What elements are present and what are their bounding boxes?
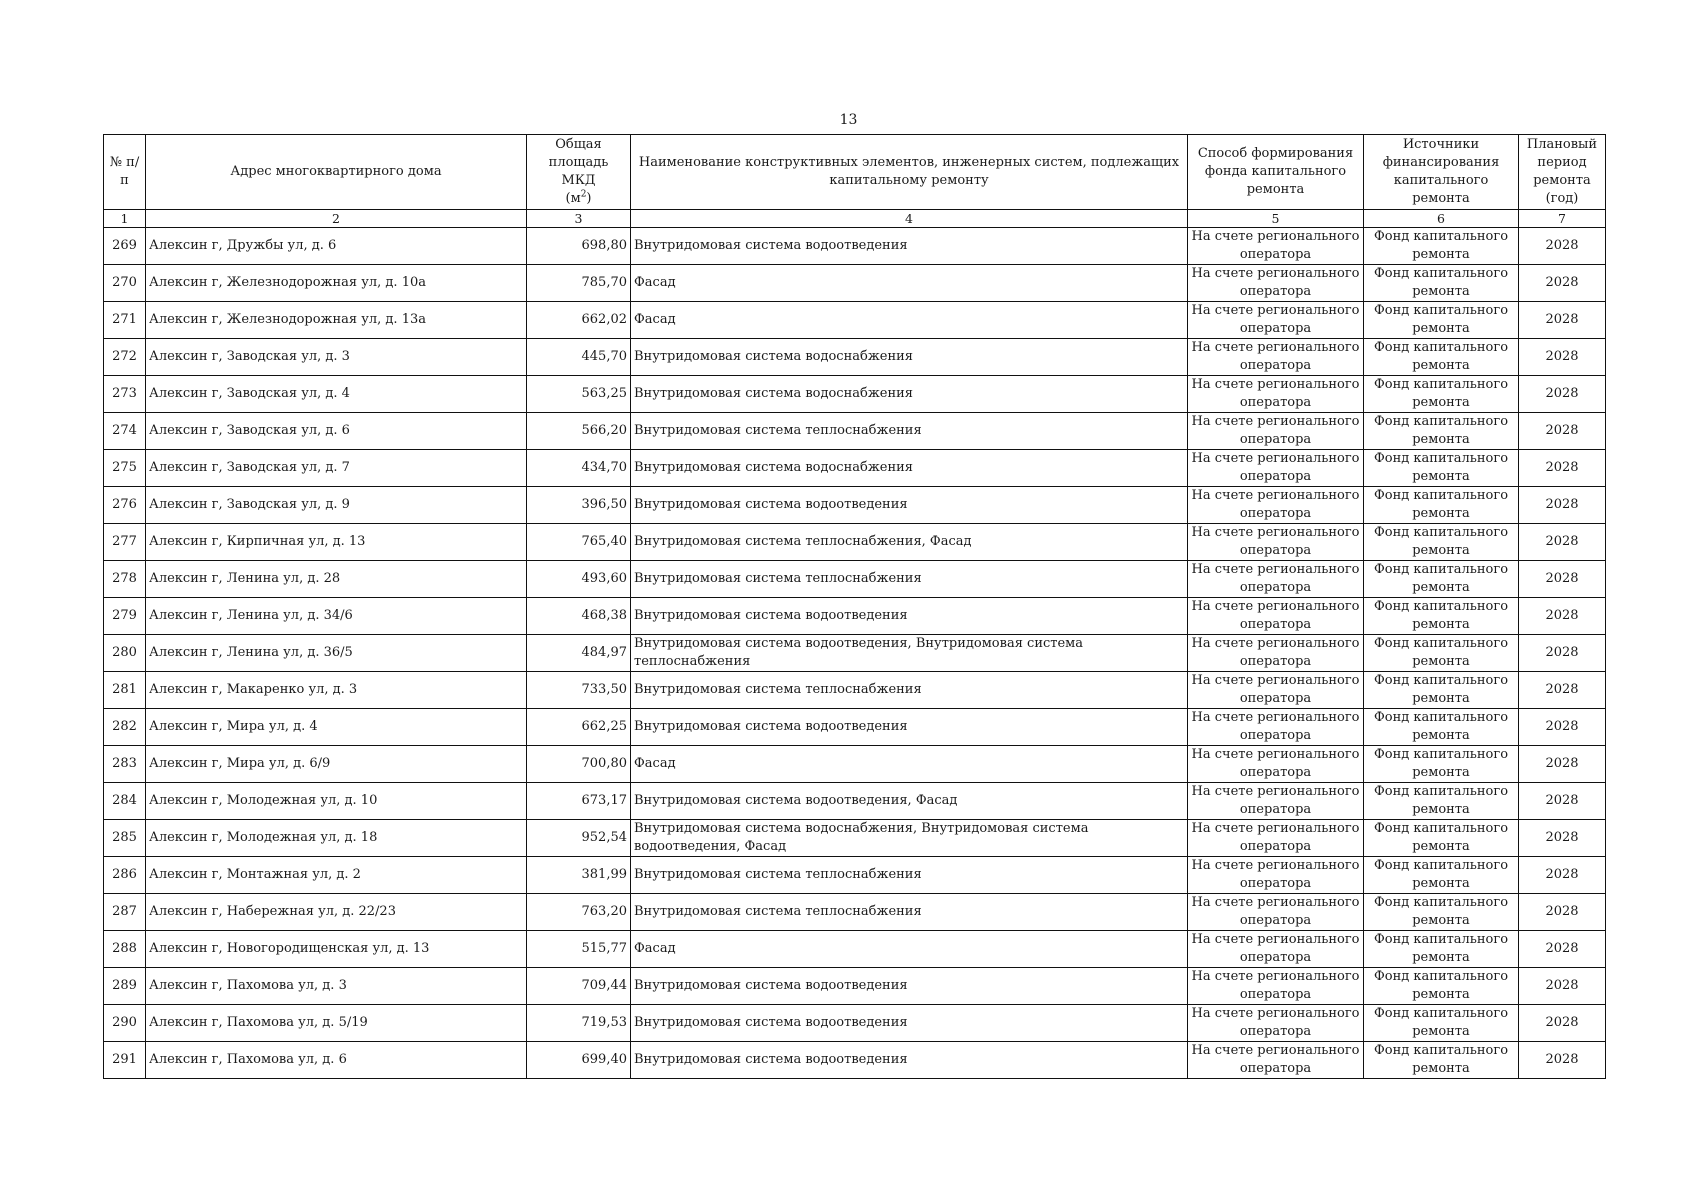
header-area-label: Общая площадь МКД [548, 137, 609, 188]
row-number: 269 [104, 228, 146, 265]
repair-year-cell: 2028 [1519, 228, 1606, 265]
table-row [104, 450, 1606, 487]
table-row [104, 302, 1606, 339]
funding-method-cell: На счете регионального оператора [1188, 598, 1364, 635]
elements-cell: Внутридомовая система водоснабжения, Внутридомовая система водоотведения, Фасад [631, 820, 1188, 857]
funding-method-cell: На счете регионального оператора [1188, 450, 1364, 487]
funding-method-cell: На счете регионального оператора [1188, 487, 1364, 524]
row-number: 289 [104, 968, 146, 1005]
table-row [104, 709, 1606, 746]
address-cell: Алексин г, Заводская ул, д. 6 [146, 413, 527, 450]
header-elements: Наименование конструктивных элементов, инженерных систем, подлежащих капитальному ремонту [631, 135, 1188, 210]
address-cell: Алексин г, Набережная ул, д. 22/23 [146, 894, 527, 931]
area-cell: 719,53 [527, 1005, 631, 1042]
repair-year-cell: 2028 [1519, 635, 1606, 672]
funding-source-cell: Фонд капитального ремонта [1364, 1042, 1519, 1079]
funding-method-cell: На счете регионального оператора [1188, 265, 1364, 302]
row-number: 275 [104, 450, 146, 487]
row-number: 279 [104, 598, 146, 635]
row-number: 282 [104, 709, 146, 746]
funding-method-cell: На счете регионального оператора [1188, 783, 1364, 820]
repair-year-cell: 2028 [1519, 524, 1606, 561]
repair-year-cell: 2028 [1519, 820, 1606, 857]
elements-cell: Внутридомовая система водоснабжения [631, 450, 1188, 487]
elements-cell: Внутридомовая система теплоснабжения [631, 894, 1188, 931]
funding-method-cell: На счете регионального оператора [1188, 968, 1364, 1005]
column-number: 1 [104, 210, 146, 228]
funding-method-cell: На счете регионального оператора [1188, 635, 1364, 672]
elements-cell: Внутридомовая система водоотведения [631, 1042, 1188, 1079]
repair-year-cell: 2028 [1519, 931, 1606, 968]
row-number: 283 [104, 746, 146, 783]
column-number-row [104, 210, 1606, 228]
address-cell: Алексин г, Заводская ул, д. 4 [146, 376, 527, 413]
repair-year-cell: 2028 [1519, 376, 1606, 413]
elements-cell: Внутридомовая система водоотведения [631, 228, 1188, 265]
column-number: 2 [146, 210, 527, 228]
table-row [104, 228, 1606, 265]
address-cell: Алексин г, Дружбы ул, д. 6 [146, 228, 527, 265]
repair-year-cell: 2028 [1519, 265, 1606, 302]
header-method: Способ формирования фонда капитального ремонта [1188, 135, 1364, 210]
address-cell: Алексин г, Молодежная ул, д. 18 [146, 820, 527, 857]
funding-method-cell: На счете регионального оператора [1188, 524, 1364, 561]
column-number: 5 [1188, 210, 1364, 228]
table-row [104, 524, 1606, 561]
table-row [104, 339, 1606, 376]
address-cell: Алексин г, Молодежная ул, д. 10 [146, 783, 527, 820]
funding-method-cell: На счете регионального оператора [1188, 894, 1364, 931]
repair-year-cell: 2028 [1519, 302, 1606, 339]
elements-cell: Внутридомовая система теплоснабжения, Фасад [631, 524, 1188, 561]
table-row [104, 561, 1606, 598]
funding-source-cell: Фонд капитального ремонта [1364, 413, 1519, 450]
funding-source-cell: Фонд капитального ремонта [1364, 857, 1519, 894]
row-number: 278 [104, 561, 146, 598]
header-area-unit: $(м^2)$ [565, 189, 592, 206]
page-number: 13 [839, 112, 858, 128]
column-number: 4 [631, 210, 1188, 228]
row-number: 276 [104, 487, 146, 524]
funding-source-cell: Фонд капитального ремонта [1364, 746, 1519, 783]
funding-method-cell: На счете регионального оператора [1188, 413, 1364, 450]
row-number: 271 [104, 302, 146, 339]
funding-source-cell: Фонд капитального ремонта [1364, 524, 1519, 561]
elements-cell: Фасад [631, 265, 1188, 302]
elements-cell: Внутридомовая система теплоснабжения [631, 561, 1188, 598]
column-number: 7 [1519, 210, 1606, 228]
address-cell: Алексин г, Заводская ул, д. 7 [146, 450, 527, 487]
area-cell: 733,50 [527, 672, 631, 709]
address-cell: Алексин г, Железнодорожная ул, д. 10а [146, 265, 527, 302]
table-row [104, 894, 1606, 931]
table-row [104, 635, 1606, 672]
row-number: 291 [104, 1042, 146, 1079]
repair-year-cell: 2028 [1519, 968, 1606, 1005]
address-cell: Алексин г, Пахомова ул, д. 5/19 [146, 1005, 527, 1042]
row-number: 277 [104, 524, 146, 561]
table-row [104, 968, 1606, 1005]
repair-year-cell: 2028 [1519, 1005, 1606, 1042]
repair-plan-table [103, 134, 1606, 1079]
row-number: 287 [104, 894, 146, 931]
row-number: 274 [104, 413, 146, 450]
elements-cell: Внутридомовая система теплоснабжения [631, 413, 1188, 450]
area-cell: 396,50 [527, 487, 631, 524]
header-area [527, 135, 631, 210]
elements-cell: Внутридомовая система водоотведения [631, 968, 1188, 1005]
area-cell: 566,20 [527, 413, 631, 450]
repair-year-cell: 2028 [1519, 598, 1606, 635]
address-cell: Алексин г, Монтажная ул, д. 2 [146, 857, 527, 894]
area-cell: 709,44 [527, 968, 631, 1005]
area-cell: 493,60 [527, 561, 631, 598]
area-cell: 563,25 [527, 376, 631, 413]
row-number: 288 [104, 931, 146, 968]
row-number: 281 [104, 672, 146, 709]
table-row [104, 931, 1606, 968]
funding-source-cell: Фонд капитального ремонта [1364, 820, 1519, 857]
table-row [104, 487, 1606, 524]
funding-source-cell: Фонд капитального ремонта [1364, 894, 1519, 931]
address-cell: Алексин г, Ленина ул, д. 28 [146, 561, 527, 598]
column-number: 3 [527, 210, 631, 228]
funding-source-cell: Фонд капитального ремонта [1364, 561, 1519, 598]
elements-cell: Внутридомовая система водоотведения, Фасад [631, 783, 1188, 820]
elements-cell: Фасад [631, 302, 1188, 339]
table-row [104, 413, 1606, 450]
funding-method-cell: На счете регионального оператора [1188, 746, 1364, 783]
elements-cell: Внутридомовая система теплоснабжения [631, 672, 1188, 709]
area-cell: 434,70 [527, 450, 631, 487]
column-number: 6 [1364, 210, 1519, 228]
funding-method-cell: На счете регионального оператора [1188, 1005, 1364, 1042]
area-cell: 381,99 [527, 857, 631, 894]
funding-method-cell: На счете регионального оператора [1188, 228, 1364, 265]
funding-source-cell: Фонд капитального ремонта [1364, 672, 1519, 709]
table-row [104, 265, 1606, 302]
funding-source-cell: Фонд капитального ремонта [1364, 339, 1519, 376]
funding-method-cell: На счете регионального оператора [1188, 857, 1364, 894]
repair-year-cell: 2028 [1519, 672, 1606, 709]
header-address: Адрес многоквартирного дома [146, 135, 527, 210]
repair-year-cell: 2028 [1519, 709, 1606, 746]
repair-year-cell: 2028 [1519, 413, 1606, 450]
area-cell: 952,54 [527, 820, 631, 857]
repair-year-cell: 2028 [1519, 857, 1606, 894]
address-cell: Алексин г, Заводская ул, д. 9 [146, 487, 527, 524]
address-cell: Алексин г, Новогородищенская ул, д. 13 [146, 931, 527, 968]
funding-source-cell: Фонд капитального ремонта [1364, 450, 1519, 487]
row-number: 284 [104, 783, 146, 820]
row-number: 280 [104, 635, 146, 672]
funding-method-cell: На счете регионального оператора [1188, 376, 1364, 413]
elements-cell: Фасад [631, 931, 1188, 968]
funding-method-cell: На счете регионального оператора [1188, 339, 1364, 376]
funding-source-cell: Фонд капитального ремонта [1364, 598, 1519, 635]
repair-year-cell: 2028 [1519, 487, 1606, 524]
funding-source-cell: Фонд капитального ремонта [1364, 968, 1519, 1005]
row-number: 270 [104, 265, 146, 302]
address-cell: Алексин г, Ленина ул, д. 36/5 [146, 635, 527, 672]
area-cell: 699,40 [527, 1042, 631, 1079]
funding-source-cell: Фонд капитального ремонта [1364, 931, 1519, 968]
header-num: № п/п [104, 135, 146, 210]
area-cell: 765,40 [527, 524, 631, 561]
area-cell: 763,20 [527, 894, 631, 931]
table-row [104, 783, 1606, 820]
header-row [104, 135, 1606, 210]
funding-method-cell: На счете регионального оператора [1188, 672, 1364, 709]
table-row [104, 376, 1606, 413]
table-row [104, 746, 1606, 783]
area-cell: 484,97 [527, 635, 631, 672]
funding-method-cell: На счете регионального оператора [1188, 709, 1364, 746]
elements-cell: Внутридомовая система водоснабжения [631, 339, 1188, 376]
table-row [104, 1042, 1606, 1079]
address-cell: Алексин г, Заводская ул, д. 3 [146, 339, 527, 376]
elements-cell: Внутридомовая система водоотведения [631, 598, 1188, 635]
table-row [104, 857, 1606, 894]
funding-source-cell: Фонд капитального ремонта [1364, 783, 1519, 820]
funding-method-cell: На счете регионального оператора [1188, 931, 1364, 968]
row-number: 286 [104, 857, 146, 894]
elements-cell: Внутридомовая система водоотведения [631, 709, 1188, 746]
area-cell: 785,70 [527, 265, 631, 302]
elements-cell: Внутридомовая система водоотведения [631, 487, 1188, 524]
area-cell: 662,02 [527, 302, 631, 339]
elements-cell: Внутридомовая система водоотведения [631, 1005, 1188, 1042]
area-cell: 515,77 [527, 931, 631, 968]
elements-cell: Внутридомовая система водоотведения, Внутридомовая система теплоснабжения [631, 635, 1188, 672]
elements-cell: Внутридомовая система теплоснабжения [631, 857, 1188, 894]
funding-source-cell: Фонд капитального ремонта [1364, 487, 1519, 524]
funding-method-cell: На счете регионального оператора [1188, 302, 1364, 339]
address-cell: Алексин г, Мира ул, д. 6/9 [146, 746, 527, 783]
elements-cell: Внутридомовая система водоснабжения [631, 376, 1188, 413]
funding-method-cell: На счете регионального оператора [1188, 1042, 1364, 1079]
funding-method-cell: На счете регионального оператора [1188, 561, 1364, 598]
funding-source-cell: Фонд капитального ремонта [1364, 265, 1519, 302]
row-number: 290 [104, 1005, 146, 1042]
table-row [104, 1005, 1606, 1042]
funding-source-cell: Фонд капитального ремонта [1364, 228, 1519, 265]
repair-year-cell: 2028 [1519, 561, 1606, 598]
repair-year-cell: 2028 [1519, 894, 1606, 931]
funding-source-cell: Фонд капитального ремонта [1364, 376, 1519, 413]
repair-year-cell: 2028 [1519, 783, 1606, 820]
table-row [104, 598, 1606, 635]
row-number: 272 [104, 339, 146, 376]
header-source: Источники финансирования капитального ремонта [1364, 135, 1519, 210]
header-period: Плановый период ремонта (год) [1519, 135, 1606, 210]
address-cell: Алексин г, Железнодорожная ул, д. 13а [146, 302, 527, 339]
funding-source-cell: Фонд капитального ремонта [1364, 635, 1519, 672]
repair-year-cell: 2028 [1519, 746, 1606, 783]
area-cell: 445,70 [527, 339, 631, 376]
funding-source-cell: Фонд капитального ремонта [1364, 1005, 1519, 1042]
elements-cell: Фасад [631, 746, 1188, 783]
table-row [104, 672, 1606, 709]
funding-source-cell: Фонд капитального ремонта [1364, 302, 1519, 339]
table-row [104, 820, 1606, 857]
address-cell: Алексин г, Макаренко ул, д. 3 [146, 672, 527, 709]
table-body [104, 228, 1606, 1079]
address-cell: Алексин г, Мира ул, д. 4 [146, 709, 527, 746]
area-cell: 700,80 [527, 746, 631, 783]
area-cell: 468,38 [527, 598, 631, 635]
address-cell: Алексин г, Пахомова ул, д. 6 [146, 1042, 527, 1079]
area-cell: 662,25 [527, 709, 631, 746]
repair-year-cell: 2028 [1519, 339, 1606, 376]
repair-year-cell: 2028 [1519, 450, 1606, 487]
area-cell: 698,80 [527, 228, 631, 265]
repair-year-cell: 2028 [1519, 1042, 1606, 1079]
row-number: 285 [104, 820, 146, 857]
row-number: 273 [104, 376, 146, 413]
funding-method-cell: На счете регионального оператора [1188, 820, 1364, 857]
funding-source-cell: Фонд капитального ремонта [1364, 709, 1519, 746]
address-cell: Алексин г, Ленина ул, д. 34/6 [146, 598, 527, 635]
address-cell: Алексин г, Кирпичная ул, д. 13 [146, 524, 527, 561]
address-cell: Алексин г, Пахомова ул, д. 3 [146, 968, 527, 1005]
area-cell: 673,17 [527, 783, 631, 820]
